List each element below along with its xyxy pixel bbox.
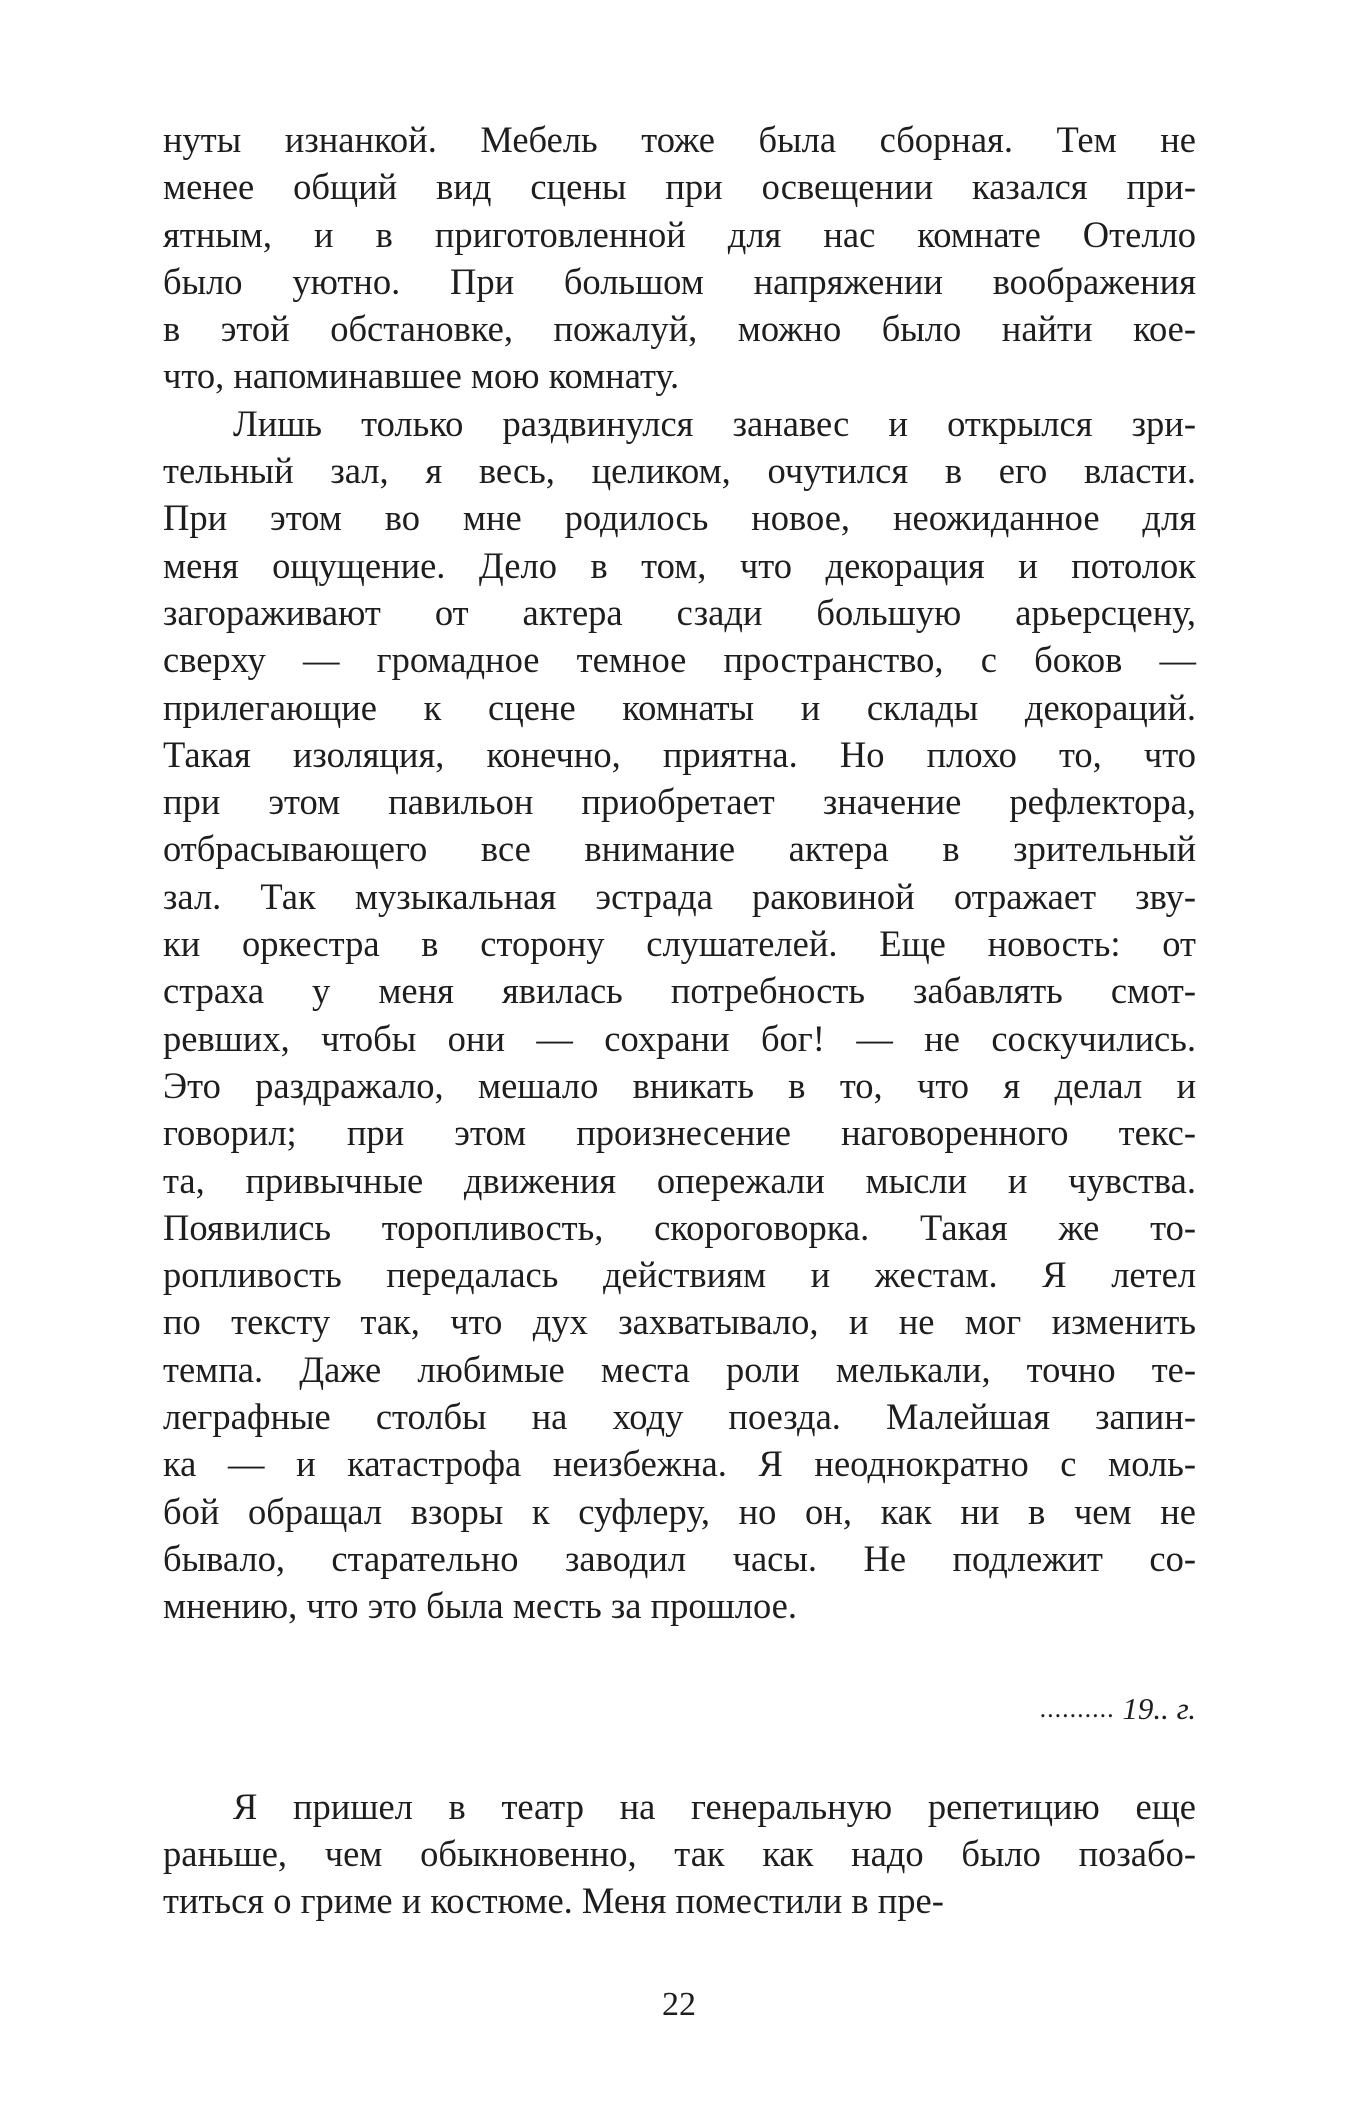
dateline-date: 19.. г. <box>1122 1690 1196 1726</box>
text-line: было уютно. При большом напряжении воображения <box>163 260 1196 302</box>
text-line: та, привычные движения опережали мысли и чувства. <box>163 1159 1196 1201</box>
text-line: ревших, чтобы они — сохрани бог! — не соскучились. <box>163 1017 1196 1059</box>
text-line: темпа. Даже любимые места роли мелькали, точно те- <box>163 1348 1196 1390</box>
text-line: бой обращал взоры к суфлеру, но он, как ни в чем не <box>163 1490 1196 1532</box>
text-line: ятным, и в приготовленной для нас комнате Отелло <box>163 213 1196 255</box>
text-line: ропливость передалась действиям и жестам. Я летел <box>163 1254 1196 1296</box>
text-line: сверху — громадное темное пространство, с боков — <box>163 639 1196 681</box>
dateline-dots: .......... <box>1039 1693 1115 1723</box>
text-line: нуты изнанкой. Мебель тоже была сборная. Тем не <box>163 119 1196 160</box>
book-page <box>163 116 1196 1924</box>
text-line: мнению, что это была месть за прошлое. <box>163 1585 798 1627</box>
text-line: в этой обстановке, пожалуй, можно было найти кое- <box>163 308 1196 350</box>
text-line: Я пришел в театр на генеральную репетицию еще <box>233 1785 1196 1827</box>
paragraph-continuation <box>163 116 1196 400</box>
text-line: Такая изоляция, конечно, приятна. Но плохо то, что <box>163 733 1196 775</box>
text-line: загораживают от актера сзади большую арьерсцену, <box>163 591 1196 633</box>
text-line: При этом во мне родилось новое, неожиданное для <box>163 497 1196 539</box>
text-line: леграфные столбы на ходу поезда. Малейшая запин- <box>163 1396 1196 1438</box>
text-line: ка — и катастрофа неизбежна. Я неоднократно с моль- <box>163 1443 1196 1485</box>
text-line: меня ощущение. Дело в том, что декорация и потолок <box>163 544 1196 586</box>
text-line: говорил; при этом произнесение наговоренного текс- <box>163 1112 1196 1154</box>
dateline <box>163 1689 1196 1729</box>
text-line: менее общий вид сцены при освещении казался при- <box>163 166 1196 208</box>
text-line: зал. Так музыкальная эстрада раковиной отражает зву- <box>163 875 1196 917</box>
text-line: при этом павильон приобретает значение рефлектора, <box>163 781 1196 823</box>
text-line: Лишь только раздвинулся занавес и открылся зри- <box>233 402 1196 444</box>
text-line: Это раздражало, мешало вникать в то, что я делал и <box>163 1064 1196 1106</box>
text-line: по тексту так, что дух захватывало, и не мог изменить <box>163 1301 1196 1343</box>
text-line: ки оркестра в сторону слушателей. Еще новость: от <box>163 923 1196 965</box>
paragraph-dress-rehearsal <box>163 1783 1196 1925</box>
text-line: титься о гриме и костюме. Меня поместили в пре- <box>163 1880 944 1922</box>
page-number: 22 <box>662 1986 696 2023</box>
text-line: бывало, старательно заводил часы. Не подлежит со- <box>163 1537 1196 1579</box>
text-line: отбрасывающего все внимание актера в зрительный <box>163 828 1196 870</box>
text-line: раньше, чем обыкновенно, так как надо было позабо- <box>163 1832 1196 1874</box>
text-line: прилегающие к сцене комнаты и склады декораций. <box>163 686 1196 728</box>
text-line: что, напоминавшее мою комнату. <box>163 355 680 397</box>
paragraph-curtain <box>163 400 1196 1630</box>
text-line: тельный зал, я весь, целиком, очутился в его власти. <box>163 450 1196 492</box>
text-line: Появились торопливость, скороговорка. Такая же то- <box>163 1206 1196 1248</box>
text-line: страха у меня явилась потребность забавлять смот- <box>163 970 1196 1012</box>
